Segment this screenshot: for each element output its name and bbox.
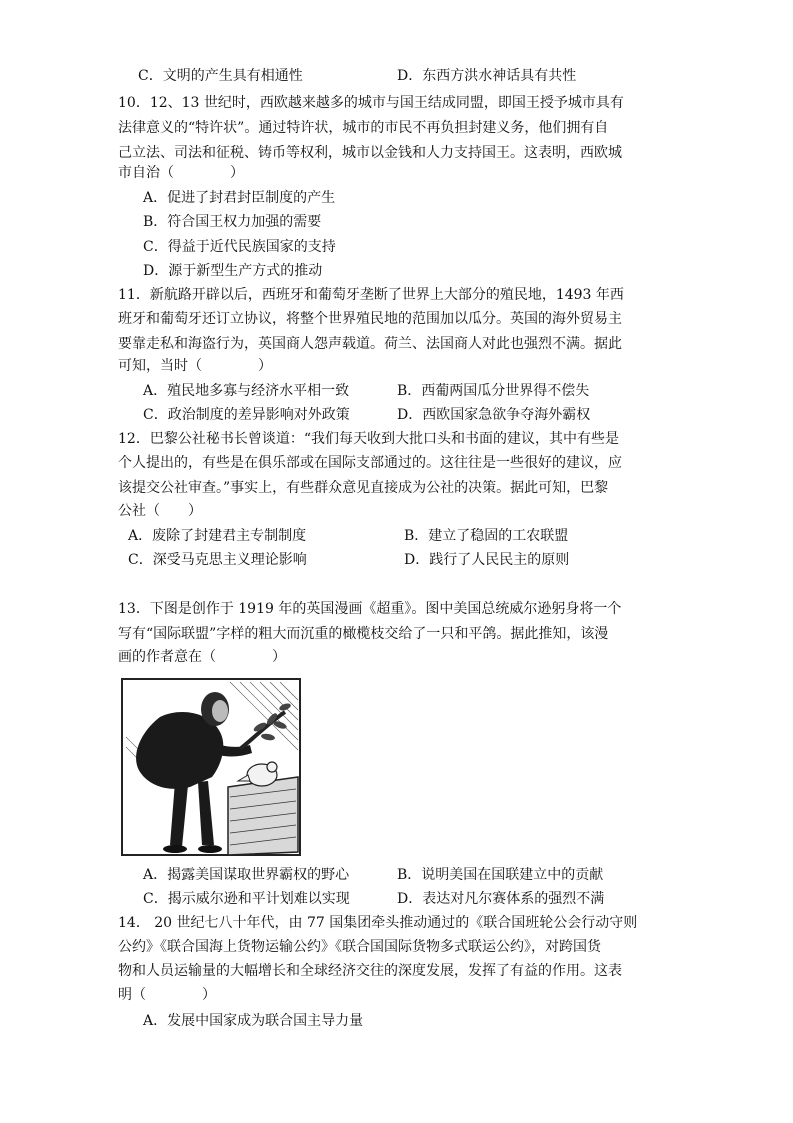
q14-stem-line-4: 明（ ） (118, 987, 216, 1003)
q10-option-d: D．源于新型生产方式的推动 (143, 263, 323, 279)
q10-option-a: A．促进了封君封臣制度的产生 (143, 190, 336, 206)
q10-option-b: B．符合国王权力加强的需要 (143, 214, 322, 230)
q14-stem-line-3: 物和人员运输量的大幅增长和全球经济交往的深度发展，发挥了有益的作用。这表 (118, 963, 622, 979)
q12-stem-line-2: 个人提出的，有些是在俱乐部或在国际支部通过的。这往往是一些很好的建议，应 (118, 455, 622, 471)
q9-option-c: C．文明的产生具有相通性 (138, 68, 303, 84)
q11-option-c: C．政治制度的差异影响对外政策 (143, 407, 350, 423)
q13-stem-line-3: 画的作者意在（ ） (118, 649, 286, 665)
q11-option-a: A．殖民地多寡与经济水平相一致 (143, 383, 350, 399)
q13-option-c: C．揭示威尔逊和平计划难以实现 (143, 891, 350, 907)
q12-stem-line-1: 12．巴黎公社秘书长曾谈道：“我们每天收到大批口头和书面的建议，其中有些是 (118, 431, 619, 447)
q13-stem-line-1: 13．下图是创作于 1919 年的英国漫画《超重》。图中美国总统威尔逊躬身将一个 (118, 601, 622, 617)
q10-stem-line-4: 市自治（ ） (118, 165, 244, 181)
q13-stem-line-2: 写有“国际联盟”字样的粗大而沉重的橄榄枝交给了一只和平鸽。据此推知，该漫 (118, 626, 609, 642)
q10-option-c: C．得益于近代民族国家的支持 (143, 239, 336, 255)
q12-stem-line-4: 公社（ ） (118, 503, 202, 519)
q12-stem-line-3: 该提交公社审查。”事实上，有些群众意见直接成为公社的决策。据此可知，巴黎 (118, 480, 609, 496)
q12-option-b: B．建立了稳固的工农联盟 (404, 528, 569, 544)
q10-stem-line-3: 己立法、司法和征税、铸币等权利，城市以金钱和人力支持国王。这表明，西欧城 (118, 145, 622, 161)
q14-option-a: A．发展中国家成为联合国主导力量 (143, 1013, 364, 1029)
q14-stem-line-1: 14． 20 世纪七八十年代，由 77 国集团牵头推动通过的《联合国班轮公会行动守则 (118, 915, 638, 931)
q11-stem-line-1: 11．新航路开辟以后，西班牙和葡萄牙垄断了世界上大部分的殖民地，1493 年西 (118, 287, 624, 303)
q10-stem-line-1: 10．12、13 世纪时，西欧越来越多的城市与国王结成同盟，即国王授予城市具有 (118, 95, 624, 111)
q13-option-a: A．揭露美国谋取世界霸权的野心 (143, 867, 350, 883)
q11-stem-line-2: 班牙和葡萄牙还订立协议，将整个世界殖民地的范围加以瓜分。英国的海外贸易主 (118, 311, 622, 327)
q13-option-d: D．表达对凡尔赛体系的强烈不满 (397, 891, 605, 907)
q13-option-b: B．说明美国在国联建立中的贡献 (397, 867, 604, 883)
cartoon-illustration (120, 677, 302, 857)
q12-option-c: C．深受马克思主义理论影响 (128, 552, 307, 568)
q11-stem-line-3: 要靠走私和海盗行为，英国商人怨声载道。荷兰、法国商人对此也强烈不满。据此 (118, 336, 622, 352)
q9-option-d: D．东西方洪水神话具有共性 (397, 68, 577, 84)
q11-option-d: D．西欧国家急欲争夺海外霸权 (397, 407, 591, 423)
q14-stem-line-2: 公约》《联合国海上货物运输公约》《联合国国际货物多式联运公约》，对跨国货 (118, 939, 601, 955)
q11-stem-line-4: 可知，当时（ ） (118, 358, 272, 374)
q10-stem-line-2: 法律意义的“特许状”。通过特许状，城市的市民不再负担封建义务，他们拥有自 (118, 120, 609, 136)
q12-option-a: A．废除了封建君主专制制度 (128, 528, 307, 544)
q11-option-b: B．西葡两国瓜分世界得不偿失 (397, 383, 590, 399)
q12-option-d: D．践行了人民民主的原则 (404, 552, 570, 568)
